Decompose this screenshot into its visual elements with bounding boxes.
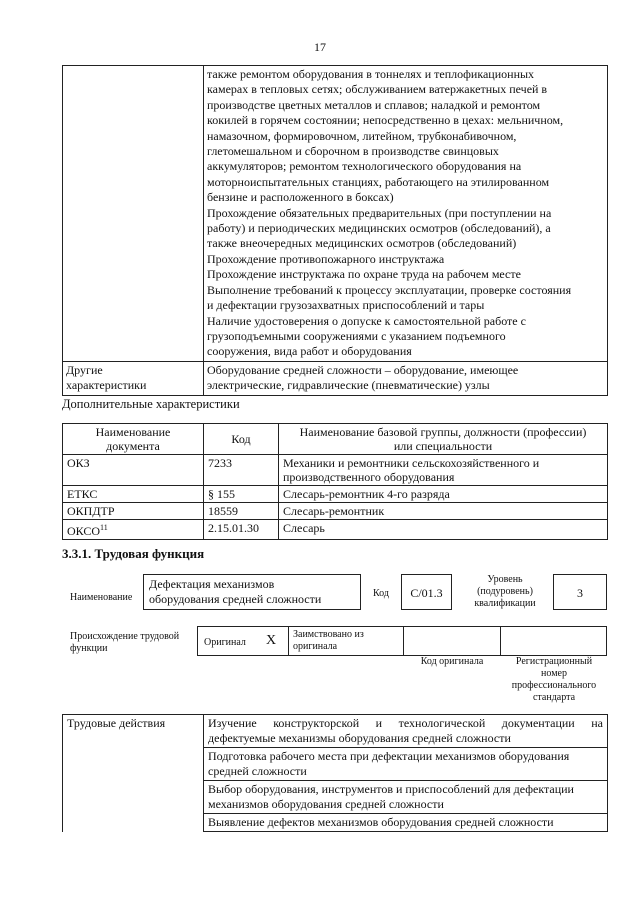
header-line: Код	[231, 432, 251, 446]
other-characteristics-label	[63, 361, 204, 395]
page-number: 17	[314, 40, 326, 54]
table-row	[63, 503, 608, 520]
group-name-line: Механики и ремонтники сельскохозяйственного и	[283, 456, 540, 470]
label-line: квалификации	[474, 598, 536, 609]
requirement-line: Прохождение инструктажа по охране труда на рабочем месте	[207, 267, 521, 282]
borrowed-label	[293, 629, 364, 653]
labor-action-cell	[204, 715, 608, 748]
original-code-label: Код оригинала	[420, 656, 484, 667]
requirement-line: Выполнение требований к процессу эксплуатации, проверке состояния	[207, 282, 572, 297]
function-name-line: Дефектация механизмов	[149, 577, 275, 591]
document-cell	[63, 486, 204, 503]
additional-characteristics-title: Дополнительные характеристики	[62, 397, 240, 411]
table-row	[63, 520, 608, 540]
action-line: Подготовка рабочего места при дефектации механизмов оборудования	[208, 749, 570, 763]
code-label: Код	[373, 588, 389, 599]
origin-label	[70, 631, 179, 655]
labor-action-cell	[204, 814, 608, 832]
requirement-line: моторноиспытательных станциях, работающего на этилированном	[207, 174, 550, 189]
requirement-line: сооружения, вида работ и оборудования	[207, 344, 412, 359]
labor-action-cell	[204, 748, 608, 781]
label-line: стандарта	[532, 692, 576, 703]
label-line: Происхождение трудовой	[70, 631, 180, 642]
requirement-line: кокилей в горячем состоянии; непосредственно в цехах: мельничном,	[207, 113, 564, 128]
name-label: Наименование	[70, 592, 133, 603]
label-line: Заимствовано из	[293, 629, 364, 640]
requirement-line: Наличие удостоверения о допуске к самостоятельной работе с	[207, 313, 526, 328]
footnote-ref: 11	[100, 523, 108, 532]
group-name-cell	[279, 486, 608, 503]
action-line: Изучение конструкторской и технологической документации на	[208, 716, 603, 730]
function-name-line: оборудования средней сложности	[149, 592, 322, 606]
table-header-row	[63, 424, 608, 455]
requirement-line: Прохождение противопожарного инструктажа	[207, 251, 445, 266]
table-row	[63, 715, 608, 748]
action-line: механизмов оборудования средней сложности	[208, 797, 444, 811]
document-name: ОКСО	[67, 524, 101, 538]
group-name-line: Слесарь-ремонтник 4-го разряда	[283, 487, 450, 501]
requirement-line: Прохождение обязательных предварительных (при поступлении на	[207, 205, 552, 220]
action-line: Выбор оборудования, инструментов и приспособлений для дефектации	[208, 782, 574, 796]
value-line: электрические, гидравлические (пневматические) узлы	[207, 378, 490, 393]
document-cell	[63, 455, 204, 486]
document-name: ОКЗ	[67, 456, 90, 470]
table-row	[63, 66, 608, 362]
qualification-level-box: 3	[553, 574, 607, 610]
requirement-line: бензине и расположенного в боксах)	[207, 190, 394, 205]
function-name-box	[143, 574, 361, 610]
divider	[288, 626, 289, 656]
code-cell: 7233	[204, 455, 279, 486]
labor-action-cell	[204, 781, 608, 814]
divider	[500, 626, 501, 656]
requirement-line: также ремонтом оборудования в тоннелях и теплофикационных	[207, 67, 535, 81]
document-cell	[63, 520, 204, 540]
requirement-line: аккумуляторов; ремонтом технологического оборудования на	[207, 159, 522, 174]
other-characteristics-value	[204, 361, 608, 395]
header-line: документа	[106, 439, 160, 453]
table-row	[63, 486, 608, 503]
requirement-line: камерах в тепловых сетях; обслуживанием ватержакетных печей в	[207, 82, 548, 97]
column-header-document	[63, 424, 204, 455]
action-line: средней сложности	[208, 764, 307, 778]
requirement-line: также внеочередных медицинских осмотров (обследований)	[207, 236, 517, 251]
document-name: ОКПДТР	[67, 504, 115, 518]
label-line: номер	[541, 668, 567, 679]
section-title: 3.3.1. Трудовая функция	[62, 546, 205, 561]
original-label: Оригинал	[204, 637, 246, 648]
group-name-line: Слесарь-ремонтник	[283, 504, 385, 518]
requirement-line: намазочном, формировочном, литейном, трубконабивочном,	[207, 128, 517, 143]
label-line: профессионального	[511, 680, 597, 691]
origin-box	[197, 626, 607, 656]
requirement-line: и дефектации грузозахватных приспособлений и тары	[207, 298, 485, 313]
code-cell: 18559	[204, 503, 279, 520]
registration-number-label	[500, 656, 608, 704]
header-line: Наименование	[95, 425, 171, 439]
requirement-line: глетомешальном и сборочном в производстве свинцовых	[207, 144, 499, 159]
additional-characteristics-table	[62, 423, 608, 540]
action-line: Выявление дефектов механизмов оборудования средней сложности	[208, 815, 554, 829]
requirements-table	[62, 65, 608, 396]
label-line: (подуровень)	[477, 586, 533, 597]
action-line: дефектуемые механизмы оборудования средней сложности	[208, 731, 511, 745]
table-row	[63, 361, 608, 395]
group-name-line: Слесарь	[283, 521, 325, 535]
document-name: ЕТКС	[67, 487, 98, 501]
labor-actions-table	[62, 714, 608, 832]
function-code-box: С/01.3	[401, 574, 452, 610]
requirement-line: производстве цветных металлов и сплавов; наладкой и ремонтом	[207, 97, 541, 112]
label-line: характеристики	[66, 378, 147, 393]
column-header-group	[279, 424, 608, 455]
header-line: Наименование базовой группы, должности (профессии)	[299, 425, 587, 439]
value-line: Оборудование средней сложности – оборудование, имеющее	[207, 362, 519, 377]
requirement-line: работу) и периодических медицинских осмотров (обследований), а	[207, 221, 551, 236]
requirements-cell	[204, 66, 608, 362]
qualification-level-label	[460, 574, 550, 610]
label-line: Уровень	[487, 574, 523, 585]
group-name-cell	[279, 520, 608, 540]
requirement-line: грузоподъемными сооружениями с указанием подъемного	[207, 328, 506, 343]
code-cell: § 155	[204, 486, 279, 503]
group-name-cell	[279, 455, 608, 486]
column-header-code	[204, 424, 279, 455]
table-cell-empty	[63, 66, 204, 362]
group-name-line: производственного оборудования	[283, 470, 455, 484]
group-name-cell	[279, 503, 608, 520]
labor-actions-label: Трудовые действия	[63, 715, 204, 832]
document-cell	[63, 503, 204, 520]
header-line: или специальности	[393, 439, 493, 453]
label-line: Регистрационный	[515, 656, 593, 667]
label-line: функции	[70, 643, 108, 654]
divider	[403, 626, 404, 656]
label-line: оригинала	[293, 641, 338, 652]
original-checkmark: X	[266, 633, 277, 648]
code-cell: 2.15.01.30	[204, 520, 279, 540]
table-row	[63, 455, 608, 486]
label-line: Другие	[66, 362, 103, 377]
